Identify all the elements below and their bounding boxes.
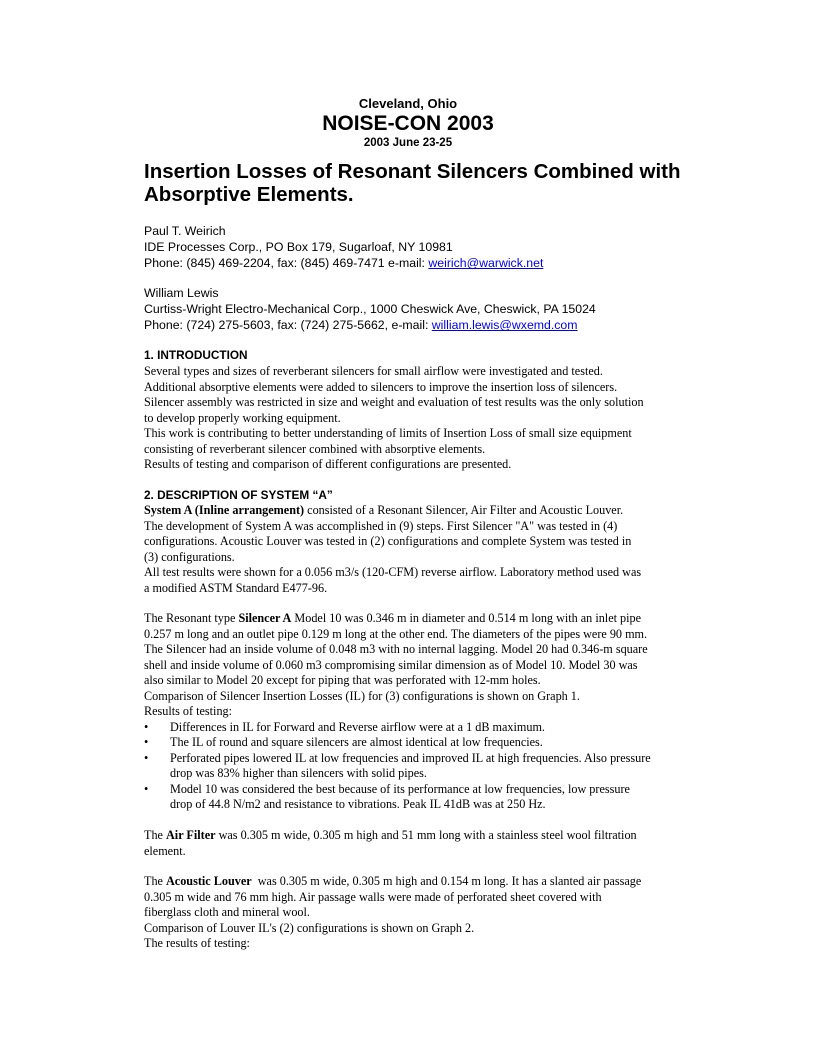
- text-run: The: [144, 828, 166, 842]
- text-line: [144, 503, 700, 519]
- author-name: Paul T. Weirich: [144, 224, 226, 238]
- author-affiliation: Curtiss-Wright Electro-Mechanical Corp., 1000 Cheswick Ave, Cheswick, PA 15024: [144, 302, 596, 317]
- list-item: [144, 720, 700, 736]
- text-line: 0.257 m long and an outlet pipe 0.129 m long at the other end. The diameters of the pipes were 90 mm.: [144, 626, 648, 641]
- text-line: All test results were shown for a 0.056 m3/s (120-CFM) reverse airflow. Laboratory method used was: [144, 565, 642, 579]
- author-contact: [144, 317, 744, 333]
- text-line: a modified ASTM Standard E477-96.: [144, 580, 328, 595]
- author-email-link[interactable]: weirich@warwick.net: [428, 256, 544, 271]
- text-line: Perforated pipes lowered IL at low frequencies and improved IL at high frequencies. Also pressure: [170, 750, 651, 765]
- paper-title: Insertion Losses of Resonant Silencers Combined with Absorptive Elements.: [144, 160, 681, 206]
- silencer-a-paragraph: [144, 611, 700, 813]
- text-line: 0.305 m wide and 76 mm high. Air passage walls were made of perforated sheet covered with: [144, 889, 602, 904]
- text-run: Model 10 was 0.346 m in diameter and 0.514 m long with an inlet pipe: [291, 611, 642, 625]
- text-line: The results of testing:: [144, 936, 250, 950]
- author-name: William Lewis: [144, 286, 219, 300]
- text-run: consisted of a Resonant Silencer, Air Filter and Acoustic Louver.: [304, 503, 624, 517]
- text-line: Comparison of Louver IL's (2) configurations is shown on Graph 2.: [144, 920, 475, 935]
- text-line: drop was 83% higher than silencers with solid pipes.: [170, 766, 427, 780]
- author-affiliation: IDE Processes Corp., PO Box 179, Sugarloaf, NY 10981: [144, 240, 453, 255]
- text-line: This work is contributing to better understanding of limits of Insertion Loss of small size equipment: [144, 426, 632, 440]
- bullet-icon: •: [144, 750, 149, 765]
- bullet-icon: •: [144, 719, 149, 734]
- bold-term: Acoustic Louver: [166, 874, 252, 888]
- author-email-link[interactable]: william.lewis@wxemd.com: [431, 318, 578, 333]
- text-line: The Silencer had an inside volume of 0.048 m3 with no internal lagging. Model 20 had 0.346-m square: [144, 642, 648, 656]
- text-line: Results of testing and comparison of different configurations are presented.: [144, 457, 512, 471]
- author-block: [144, 285, 744, 334]
- text-line: drop of 44.8 N/m2 and resistance to vibrations. Peak IL 41dB was at 250 Hz.: [170, 797, 546, 811]
- text-line: Results of testing:: [144, 704, 233, 718]
- text-line: (3) configurations.: [144, 549, 235, 564]
- text-line: The IL of round and square silencers are almost identical at low frequencies.: [170, 735, 543, 749]
- list-item: [144, 782, 700, 813]
- conference-city: Cleveland, Ohio: [358, 96, 458, 111]
- section-heading-system-a: 2. DESCRIPTION OF SYSTEM “A”: [144, 488, 333, 502]
- text-run: was 0.305 m wide, 0.305 m high and 0.154 m long. It has a slanted air passage: [251, 874, 642, 888]
- text-line: consisting of reverberant silencer combined with absorptive elements.: [144, 441, 486, 456]
- bold-term: System A (Inline arrangement): [144, 503, 305, 517]
- bullet-icon: •: [144, 781, 149, 796]
- text-line: [144, 828, 700, 844]
- text-line: Model 10 was considered the best because of its performance at low frequencies, low pressure: [170, 781, 630, 796]
- acoustic-louver-paragraph: [144, 874, 700, 952]
- text-line: Additional absorptive elements were added to silencers to improve the insertion loss of silencers.: [144, 379, 618, 394]
- text-line: shell and inside volume of 0.060 m3 compromising similar dimension as of Model 10. Model 30 was: [144, 657, 638, 672]
- section-heading-introduction: 1. INTRODUCTION: [144, 348, 248, 362]
- conference-name: NOISE-CON 2003: [322, 112, 494, 135]
- author-contact: [144, 255, 744, 271]
- text-line: to develop properly working equipment.: [144, 410, 341, 425]
- author-phone-fax: Phone: (724) 275-5603, fax: (724) 275-5662, e-mail:: [144, 318, 432, 333]
- bullet-icon: •: [144, 735, 149, 749]
- author-phone-fax: Phone: (845) 469-2204, fax: (845) 469-7471 e-mail:: [144, 256, 429, 271]
- text-run: was 0.305 m wide, 0.305 m high and 51 mm long with a stainless steel wool filtration: [215, 828, 637, 842]
- text-line: configurations. Acoustic Louver was tested in (2) configurations and complete System was tested in: [144, 534, 632, 548]
- list-item: [144, 735, 700, 751]
- text-run: The Resonant type: [144, 611, 239, 625]
- text-line: Comparison of Silencer Insertion Losses (IL) for (3) configurations is shown on Graph 1.: [144, 688, 580, 703]
- air-filter-paragraph: [144, 828, 700, 859]
- author-block: [144, 223, 744, 272]
- text-line: [144, 874, 700, 890]
- text-line: also similar to Model 20 except for piping that was perforated with 12-mm holes.: [144, 673, 541, 687]
- text-line: element.: [144, 843, 186, 858]
- text-line: Several types and sizes of reverberant silencers for small airflow were investigated and tested.: [144, 364, 603, 378]
- text-line: fiberglass cloth and mineral wool.: [144, 905, 310, 919]
- conference-dates: 2003 June 23-25: [363, 137, 453, 149]
- list-item: [144, 751, 700, 782]
- system-a-paragraph: [144, 503, 700, 596]
- text-line: Differences in IL for Forward and Reverse airflow were at a 1 dB maximum.: [170, 719, 545, 734]
- introduction-paragraph: [144, 364, 700, 473]
- text-run: The: [144, 874, 166, 888]
- bold-term: Silencer A: [238, 611, 292, 625]
- text-line: The development of System A was accomplished in (9) steps. First Silencer "A" was tested in (4): [144, 518, 618, 533]
- bold-term: Air Filter: [166, 828, 216, 842]
- text-line: Silencer assembly was restricted in size and weight and evaluation of test results was the only solution: [144, 395, 644, 409]
- text-line: [144, 611, 700, 627]
